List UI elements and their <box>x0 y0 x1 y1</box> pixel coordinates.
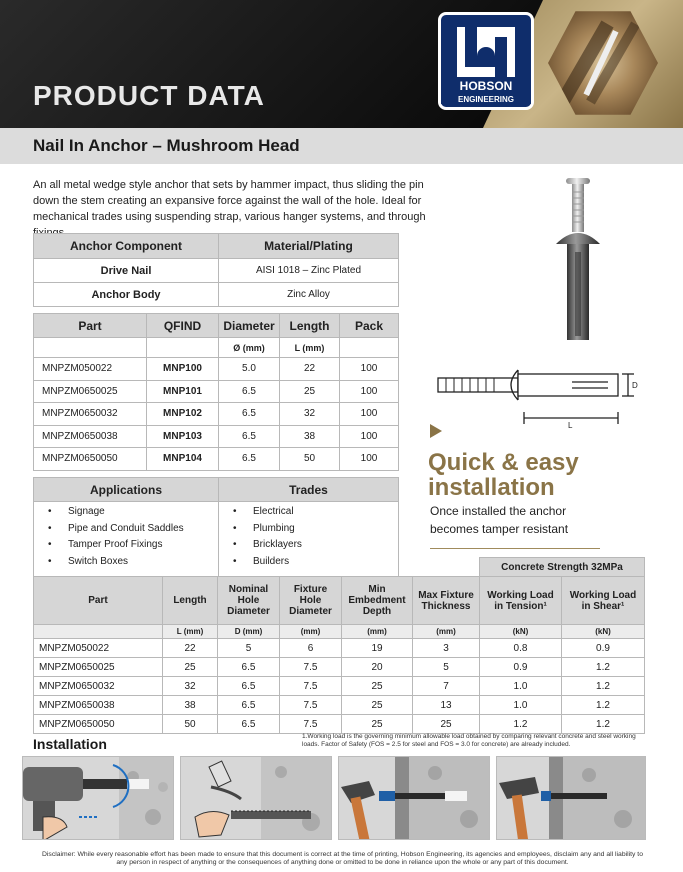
parts-header-diameter: Diameter <box>219 314 280 338</box>
spec-cell: 6.5 <box>218 715 280 734</box>
spec-cell: MNPZM0650050 <box>34 715 163 734</box>
table-row <box>34 696 645 715</box>
table-row <box>34 658 645 677</box>
spec-cell: 50 <box>163 715 218 734</box>
list-item: • Electrical <box>233 506 398 523</box>
qfind-cell: MNP100 <box>147 358 219 381</box>
pack-cell: 100 <box>340 448 399 471</box>
list-item: • Tamper Proof Fixings <box>48 539 218 556</box>
length-cell: 38 <box>280 425 340 448</box>
hobson-logo <box>438 12 534 110</box>
applications-header: Applications <box>34 478 219 502</box>
installation-title: Installation <box>33 736 107 752</box>
part-cell: MNPZM050022 <box>34 358 147 381</box>
pack-cell: 100 <box>340 380 399 403</box>
spec-cell: 25 <box>163 658 218 677</box>
unit-cell <box>147 338 219 358</box>
list-item: • Bricklayers <box>233 539 398 556</box>
spec-header: Max Fixture Thickness <box>413 577 480 625</box>
part-cell: MNPZM0650038 <box>34 425 147 448</box>
parts-header-part: Part <box>34 314 147 338</box>
unit-cell: (kN) <box>480 625 562 639</box>
dimension-d-label: D <box>632 381 638 390</box>
list-item: • Pipe and Conduit Saddles <box>48 523 218 540</box>
spec-cell: 1.2 <box>480 715 562 734</box>
material-cell: AISI 1018 – Zinc Plated <box>219 259 399 283</box>
tamper-note <box>430 502 630 538</box>
page-title: PRODUCT DATA <box>33 80 265 111</box>
qfind-cell: MNP104 <box>147 448 219 471</box>
spec-cell: 7.5 <box>280 658 342 677</box>
install-step-set <box>496 756 646 840</box>
spec-cell: 1.2 <box>562 715 645 734</box>
unit-cell: (mm) <box>413 625 480 639</box>
spec-cell: MNPZM0650038 <box>34 696 163 715</box>
diameter-cell: 5.0 <box>219 358 280 381</box>
unit-cell: (kN) <box>562 625 645 639</box>
list-item: • Plumbing <box>233 523 398 540</box>
unit-cell <box>34 625 163 639</box>
disclaimer: Disclaimer: While every reasonable effort has been made to ensure that this document is correct at the time of printing, Hobson Engineering, its agencies and employees, disclaim any and all liability to any person in respect of anything or the consequences of anything done or omitted to be done in reliance upon the whole or any part of this document. <box>42 851 643 866</box>
part-cell: MNPZM0650032 <box>34 403 147 426</box>
divider <box>430 548 600 549</box>
quick-install-heading <box>428 450 579 500</box>
spec-cell: 25 <box>342 677 413 696</box>
concrete-strength-header: Concrete Strength 32MPa <box>480 558 645 577</box>
material-table <box>33 233 399 307</box>
part-cell: MNPZM0650025 <box>34 380 147 403</box>
diameter-cell: 6.5 <box>219 380 280 403</box>
spec-cell: 7.5 <box>280 677 342 696</box>
logo-mark-icon <box>457 27 515 77</box>
spec-cell: 1.2 <box>562 677 645 696</box>
page-header <box>0 0 683 128</box>
spec-cell: MNPZM050022 <box>34 639 163 658</box>
parts-header-pack: Pack <box>340 314 399 338</box>
spec-cell: 32 <box>163 677 218 696</box>
unit-cell <box>340 338 399 358</box>
spec-cell: 0.9 <box>562 639 645 658</box>
table-row <box>34 425 399 448</box>
material-cell: Zinc Alloy <box>219 283 399 307</box>
spec-header: Part <box>34 577 163 625</box>
diameter-cell: 6.5 <box>219 425 280 448</box>
pack-cell: 100 <box>340 358 399 381</box>
trades-header: Trades <box>219 478 399 502</box>
dimension-l-label: L <box>568 421 573 430</box>
hammer-icon <box>339 757 490 840</box>
unit-cell: (mm) <box>342 625 413 639</box>
unit-cell: (mm) <box>280 625 342 639</box>
quick-line-1: Quick & easy <box>428 449 579 476</box>
material-header-component: Anchor Component <box>34 234 219 259</box>
spec-cell: 25 <box>342 715 413 734</box>
tamper-line-2: becomes tamper resistant <box>430 522 569 536</box>
component-cell: Drive Nail <box>34 259 219 283</box>
parts-table <box>33 313 399 471</box>
spec-cell: 38 <box>163 696 218 715</box>
unit-cell: L (mm) <box>280 338 340 358</box>
spec-cell: 1.0 <box>480 677 562 696</box>
qfind-cell: MNP101 <box>147 380 219 403</box>
spec-cell: 0.9 <box>480 658 562 677</box>
anchor-illustration <box>548 178 608 343</box>
install-step-drill <box>22 756 174 840</box>
parts-header-qfind: QFIND <box>147 314 219 338</box>
spec-header: Nominal Hole Diameter <box>218 577 280 625</box>
table-row <box>34 403 399 426</box>
anchor-dimension-diagram <box>432 360 642 432</box>
spec-cell: 7.5 <box>280 715 342 734</box>
part-cell: MNPZM0650050 <box>34 448 147 471</box>
spec-cell: 6.5 <box>218 696 280 715</box>
working-load-footnote: 1.Working load is the governing minimum allowable load obtained by comparing relevant concrete and steel working loads. Factor of Safety (FOS = 2.5 for steel and FOS = 3.0 for concrete) are already included. <box>302 733 636 748</box>
units-row <box>34 338 399 358</box>
spec-header: Working Load in Shear¹ <box>562 577 645 625</box>
spec-header: Length <box>163 577 218 625</box>
spec-cell: 25 <box>342 696 413 715</box>
spec-cell: 5 <box>218 639 280 658</box>
spec-cell: 1.2 <box>562 658 645 677</box>
brush-icon <box>181 757 332 840</box>
install-step-clean <box>180 756 332 840</box>
length-cell: 25 <box>280 380 340 403</box>
unit-cell <box>34 338 147 358</box>
spec-cell: 19 <box>342 639 413 658</box>
unit-cell: D (mm) <box>218 625 280 639</box>
diameter-cell: 6.5 <box>219 448 280 471</box>
list-item: • Signage <box>48 506 218 523</box>
product-title-bar <box>0 128 683 164</box>
spec-cell: 6.5 <box>218 677 280 696</box>
spec-cell: 6 <box>280 639 342 658</box>
quick-line-2: installation <box>428 474 555 501</box>
pack-cell: 100 <box>340 403 399 426</box>
product-title: Nail In Anchor – Mushroom Head <box>33 136 300 155</box>
length-cell: 22 <box>280 358 340 381</box>
spec-cell: 25 <box>413 715 480 734</box>
spec-cell: MNPZM0650025 <box>34 658 163 677</box>
table-row <box>34 259 399 283</box>
unit-cell: L (mm) <box>163 625 218 639</box>
spec-cell: 1.2 <box>562 696 645 715</box>
spec-table <box>33 557 645 734</box>
tamper-line-1: Once installed the anchor <box>430 504 567 518</box>
material-header-material: Material/Plating <box>219 234 399 259</box>
component-cell: Anchor Body <box>34 283 219 307</box>
product-intro: An all metal wedge style anchor that sets by hammer impact, thus sliding the pin down the stem creating an expansive force against the wall of the hole. Ideal for mechanical trades using suspending strap, various hanger systems, and through <box>33 179 426 223</box>
list-item: • Builders <box>233 556 398 573</box>
drill-icon <box>23 757 174 840</box>
table-row <box>34 380 399 403</box>
list-item: • Switch Boxes <box>48 556 218 573</box>
spec-cell: 6.5 <box>218 658 280 677</box>
table-row <box>34 358 399 381</box>
parts-header-length: Length <box>280 314 340 338</box>
spec-cell: 20 <box>342 658 413 677</box>
units-row <box>34 625 645 639</box>
spec-cell: MNPZM0650032 <box>34 677 163 696</box>
unit-cell: Ø (mm) <box>219 338 280 358</box>
spec-cell: 3 <box>413 639 480 658</box>
qfind-cell: MNP102 <box>147 403 219 426</box>
spec-header: Working Load in Tension¹ <box>480 577 562 625</box>
table-row <box>34 283 399 307</box>
logo-subtitle: ENGINEERING <box>441 95 531 104</box>
spec-cell: 0.8 <box>480 639 562 658</box>
length-cell: 32 <box>280 403 340 426</box>
set-anchor-icon <box>497 757 646 840</box>
diameter-cell: 6.5 <box>219 403 280 426</box>
install-step-hammer <box>338 756 490 840</box>
table-row <box>34 448 399 471</box>
play-arrow-icon <box>430 424 442 438</box>
spec-cell: 7 <box>413 677 480 696</box>
length-cell: 50 <box>280 448 340 471</box>
spec-cell: 7.5 <box>280 696 342 715</box>
spec-cell: 5 <box>413 658 480 677</box>
spec-cell: 13 <box>413 696 480 715</box>
table-row <box>34 715 645 734</box>
spec-header: Min Embedment Depth <box>342 577 413 625</box>
qfind-cell: MNP103 <box>147 425 219 448</box>
spec-cell: 1.0 <box>480 696 562 715</box>
pack-cell: 100 <box>340 425 399 448</box>
spec-header: Fixture Hole Diameter <box>280 577 342 625</box>
table-row <box>34 639 645 658</box>
spec-cell: 22 <box>163 639 218 658</box>
table-row <box>34 677 645 696</box>
logo-name: HOBSON <box>459 79 513 93</box>
